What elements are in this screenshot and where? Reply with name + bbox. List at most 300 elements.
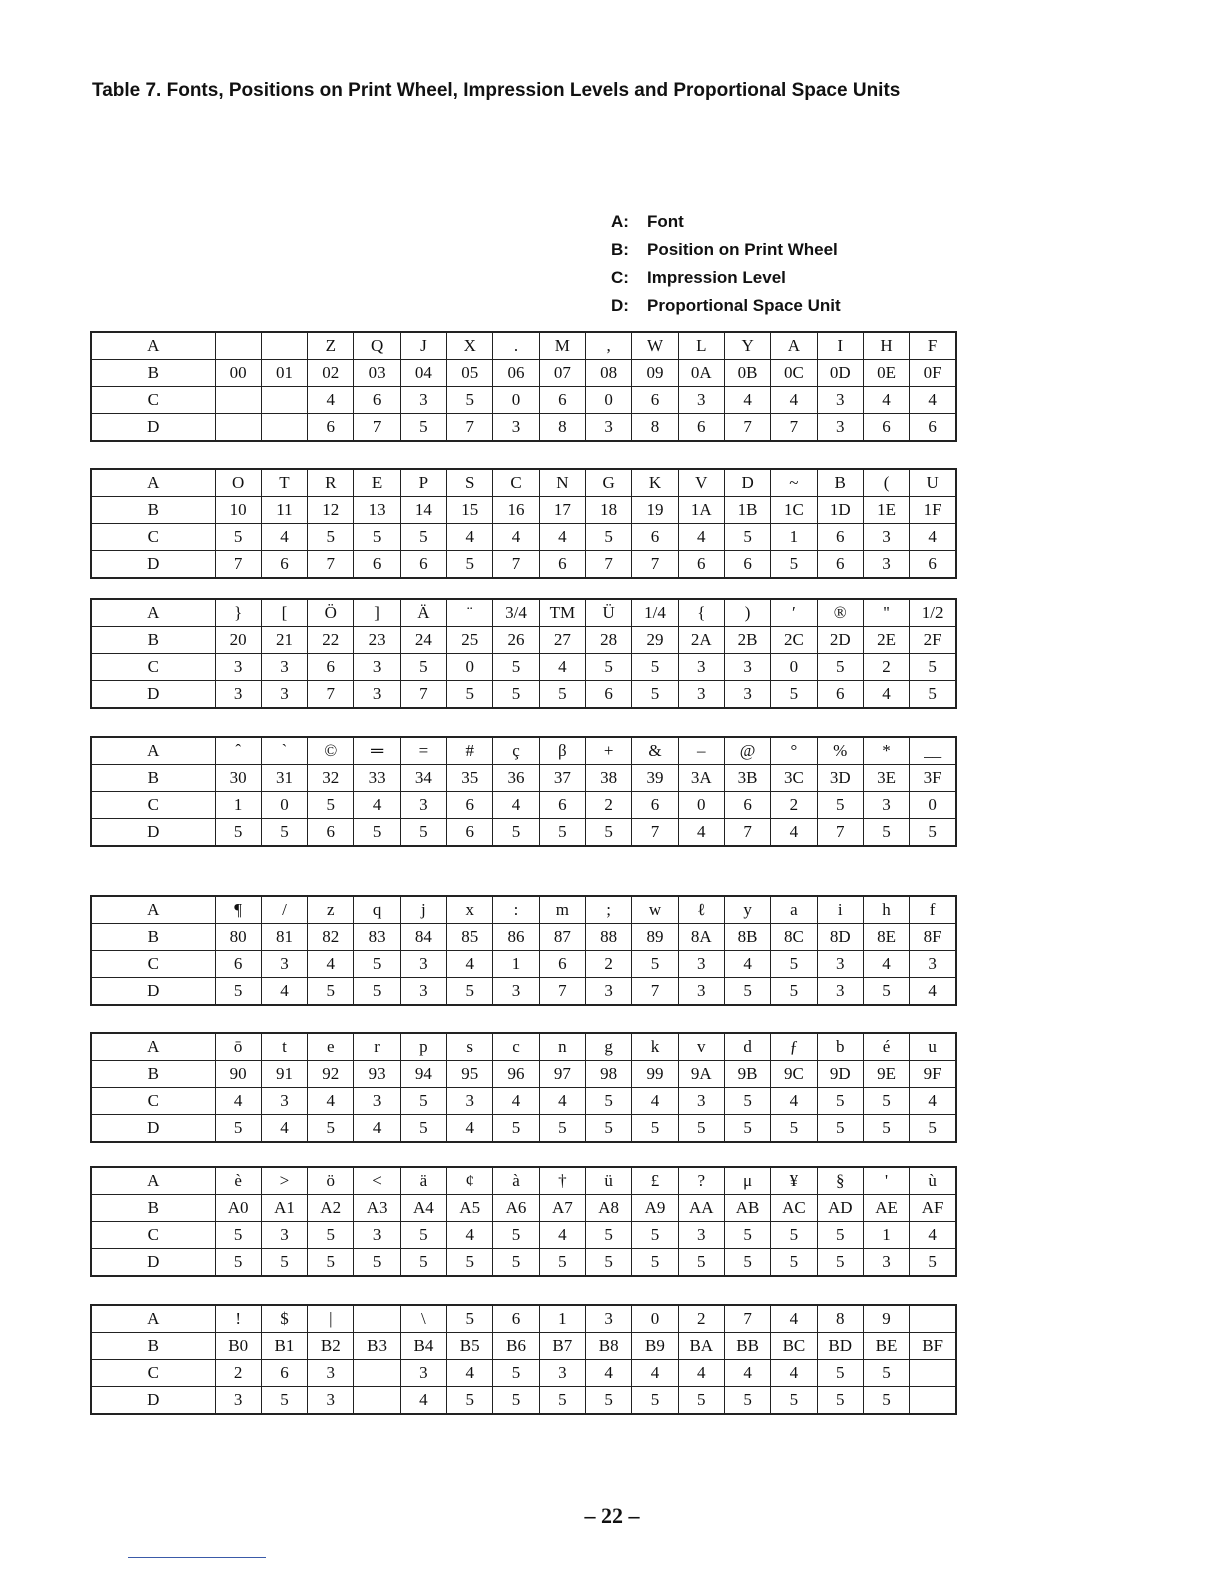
table-cell: ] [354, 599, 400, 627]
table-cell: 31 [261, 765, 307, 792]
table-cell: 88 [586, 924, 632, 951]
row-label: B [91, 924, 215, 951]
table-cell: 6 [215, 951, 261, 978]
table-cell: P [400, 469, 446, 497]
table-cell: 4 [447, 1115, 493, 1143]
legend-item-position [611, 236, 841, 264]
table-cell: D [724, 469, 770, 497]
table-cell: 4 [910, 387, 956, 414]
table-cell: 5 [771, 551, 817, 579]
character-table-1 [90, 331, 957, 442]
legend-key: C: [611, 268, 629, 287]
table-cell: 83 [354, 924, 400, 951]
table-cell: 1E [863, 497, 909, 524]
table-cell: A5 [447, 1195, 493, 1222]
table-cell: 5 [586, 1387, 632, 1415]
table-cell: 7 [724, 414, 770, 442]
table-cell: A4 [400, 1195, 446, 1222]
table-cell: 2E [863, 627, 909, 654]
table-cell: 5 [400, 1115, 446, 1143]
row-label: B [91, 497, 215, 524]
table-cell: 8D [817, 924, 863, 951]
table-cell: 5 [400, 819, 446, 847]
row-label: B [91, 1333, 215, 1360]
table-cell: 1/4 [632, 599, 678, 627]
table-cell: 5 [215, 1249, 261, 1277]
table-cell: 7 [586, 551, 632, 579]
table-cell: 4 [215, 1088, 261, 1115]
table-cell: 5 [215, 978, 261, 1006]
table-row-d [91, 1249, 956, 1277]
table-row-a [91, 1033, 956, 1061]
table-cell: 6 [354, 387, 400, 414]
table-cell [215, 387, 261, 414]
table-cell: O [215, 469, 261, 497]
table-cell: 13 [354, 497, 400, 524]
table-cell: – [678, 737, 724, 765]
table-cell: 0 [447, 654, 493, 681]
table-cell: 4 [261, 524, 307, 551]
table-cell: 4 [539, 1222, 585, 1249]
character-table-6 [90, 1032, 957, 1143]
character-table-4 [90, 736, 957, 847]
table-cell: 5 [678, 1387, 724, 1415]
table-cell: ! [215, 1305, 261, 1333]
table-cell: 7 [308, 551, 354, 579]
table-cell: B1 [261, 1333, 307, 1360]
table-cell: 4 [447, 951, 493, 978]
table-cell: ä [400, 1167, 446, 1195]
table-cell: 4 [724, 1360, 770, 1387]
table-cell: 5 [586, 524, 632, 551]
table-cell: Y [724, 332, 770, 360]
table-cell: 5 [771, 1249, 817, 1277]
table-cell: 3 [261, 1222, 307, 1249]
row-label: C [91, 1088, 215, 1115]
table-cell: 6 [632, 387, 678, 414]
table-cell: AE [863, 1195, 909, 1222]
row-label: D [91, 1387, 215, 1415]
table-cell: 3 [863, 792, 909, 819]
table-row-b [91, 627, 956, 654]
table-cell: 2 [678, 1305, 724, 1333]
table-cell: 3 [308, 1387, 354, 1415]
table-cell: 5 [771, 978, 817, 1006]
table-cell: 0F [910, 360, 956, 387]
table-cell: 26 [493, 627, 539, 654]
table-cell: t [261, 1033, 307, 1061]
table-cell: S [447, 469, 493, 497]
table-row-b [91, 1061, 956, 1088]
table-cell: 5 [817, 792, 863, 819]
row-label: C [91, 524, 215, 551]
table-cell: ℓ [678, 896, 724, 924]
table-cell: 18 [586, 497, 632, 524]
table-cell: 12 [308, 497, 354, 524]
table-cell: 5 [632, 1387, 678, 1415]
table-cell: 1 [771, 524, 817, 551]
table-cell: 09 [632, 360, 678, 387]
legend-text: Proportional Space Unit [647, 296, 841, 315]
table-cell: 7 [447, 414, 493, 442]
table-cell: 5 [724, 978, 770, 1006]
table-cell: 37 [539, 765, 585, 792]
row-label: D [91, 819, 215, 847]
table-cell: 5 [910, 1115, 956, 1143]
table-cell: 5 [493, 819, 539, 847]
table-row-b [91, 924, 956, 951]
table-cell: 3 [586, 978, 632, 1006]
table-cell: 6 [539, 387, 585, 414]
table-cell: 9D [817, 1061, 863, 1088]
table-cell: s [447, 1033, 493, 1061]
table-cell: 7 [724, 819, 770, 847]
row-label: A [91, 1167, 215, 1195]
table-cell: J [400, 332, 446, 360]
row-label: C [91, 387, 215, 414]
table-cell: 4 [493, 1088, 539, 1115]
table-cell: X [447, 332, 493, 360]
table-cell: 5 [863, 1115, 909, 1143]
table-row-c [91, 1222, 956, 1249]
table-cell: @ [724, 737, 770, 765]
table-cell: x [447, 896, 493, 924]
table-cell: G [586, 469, 632, 497]
table-row-b [91, 497, 956, 524]
table-cell: 3 [863, 524, 909, 551]
row-label: D [91, 978, 215, 1006]
table-cell [261, 332, 307, 360]
table-cell [354, 1360, 400, 1387]
table-cell: 5 [586, 1115, 632, 1143]
table-cell: 5 [817, 1387, 863, 1415]
table-cell: 1D [817, 497, 863, 524]
table-cell: H [863, 332, 909, 360]
table-cell: 9 [863, 1305, 909, 1333]
table-cell: | [308, 1305, 354, 1333]
table-cell: 21 [261, 627, 307, 654]
table-cell: BF [910, 1333, 956, 1360]
table-cell: 05 [447, 360, 493, 387]
table-cell: 5 [863, 978, 909, 1006]
table-cell: 86 [493, 924, 539, 951]
table-cell: d [724, 1033, 770, 1061]
table-cell: ═ [354, 737, 400, 765]
table-cell: 5 [771, 1222, 817, 1249]
row-label: C [91, 654, 215, 681]
legend-item-impression [611, 264, 841, 292]
table-cell [261, 414, 307, 442]
table-cell: AB [724, 1195, 770, 1222]
table-cell: 5 [771, 681, 817, 709]
table-cell: B8 [586, 1333, 632, 1360]
table-cell: 3 [400, 792, 446, 819]
table-cell: 3C [771, 765, 817, 792]
table-cell: 04 [400, 360, 446, 387]
character-table-2 [90, 468, 957, 579]
table-cell: 7 [771, 414, 817, 442]
table-cell: ü [586, 1167, 632, 1195]
table-cell: 0E [863, 360, 909, 387]
table-cell: 2B [724, 627, 770, 654]
table-cell: ù [910, 1167, 956, 1195]
table-cell: 3 [539, 1360, 585, 1387]
table-cell: 5 [632, 951, 678, 978]
table-cell: 4 [910, 1088, 956, 1115]
table-cell: 5 [493, 1115, 539, 1143]
table-row-a [91, 1167, 956, 1195]
table-cell: 1F [910, 497, 956, 524]
table-cell: 5 [400, 414, 446, 442]
table-cell: ; [586, 896, 632, 924]
table-cell: 3 [261, 951, 307, 978]
table-cell: ƒ [771, 1033, 817, 1061]
table-cell: 5 [863, 1360, 909, 1387]
table-cell: 0B [724, 360, 770, 387]
table-cell: E [354, 469, 400, 497]
table-cell: 28 [586, 627, 632, 654]
table-cell: 5 [493, 1249, 539, 1277]
page-number: – 22 – [584, 1503, 640, 1528]
table-cell: 4 [771, 1088, 817, 1115]
table-cell: 3 [863, 1249, 909, 1277]
table-cell: 5 [771, 1387, 817, 1415]
table-cell: 5 [724, 1249, 770, 1277]
table-cell: ? [678, 1167, 724, 1195]
table-cell: 2D [817, 627, 863, 654]
table-cell: 5 [632, 654, 678, 681]
table-cell [354, 1387, 400, 1415]
table-cell: 7 [724, 1305, 770, 1333]
table-row-c [91, 387, 956, 414]
table-cell: 6 [817, 524, 863, 551]
table-row-d [91, 681, 956, 709]
table-cell: é [863, 1033, 909, 1061]
table-row-c [91, 1360, 956, 1387]
table-cell: 5 [586, 654, 632, 681]
table-cell: 7 [632, 819, 678, 847]
table-cell: 38 [586, 765, 632, 792]
table-cell: AC [771, 1195, 817, 1222]
table-cell: B7 [539, 1333, 585, 1360]
table-cell: 3 [678, 978, 724, 1006]
table-cell: 5 [817, 1222, 863, 1249]
table-cell: 3 [447, 1088, 493, 1115]
table-cell: 5 [447, 1387, 493, 1415]
row-label: C [91, 1222, 215, 1249]
table-cell: 5 [539, 681, 585, 709]
row-label: C [91, 792, 215, 819]
table-cell: 4 [261, 978, 307, 1006]
table-cell: BA [678, 1333, 724, 1360]
table-cell: 5 [261, 1387, 307, 1415]
table-cell: 1 [493, 951, 539, 978]
table-cell: 3 [493, 414, 539, 442]
table-cell: 4 [308, 387, 354, 414]
table-cell: 5 [493, 1222, 539, 1249]
table-cell [910, 1360, 956, 1387]
table-cell: 5 [447, 551, 493, 579]
table-cell: 3 [261, 654, 307, 681]
table-row-a [91, 737, 956, 765]
table-cell: A9 [632, 1195, 678, 1222]
table-cell: 94 [400, 1061, 446, 1088]
table-cell: £ [632, 1167, 678, 1195]
table-cell: 00 [215, 360, 261, 387]
table-cell: Ä [400, 599, 446, 627]
table-cell: k [632, 1033, 678, 1061]
table-cell: 5 [308, 524, 354, 551]
table-cell: 2 [771, 792, 817, 819]
table-cell: 0 [771, 654, 817, 681]
table-cell: 5 [308, 1115, 354, 1143]
table-cell: > [261, 1167, 307, 1195]
table-cell: ¢ [447, 1167, 493, 1195]
table-cell: 4 [771, 1360, 817, 1387]
table-cell: 4 [863, 951, 909, 978]
table-cell: 5 [447, 1249, 493, 1277]
table-cell: 5 [863, 1387, 909, 1415]
table-cell: 1C [771, 497, 817, 524]
table-cell: 29 [632, 627, 678, 654]
table-cell: 5 [493, 1360, 539, 1387]
legend-key: B: [611, 240, 629, 259]
table-cell: 4 [678, 524, 724, 551]
table-cell: 3 [678, 681, 724, 709]
table-cell: 4 [261, 1115, 307, 1143]
table-cell: 5 [354, 524, 400, 551]
table-cell: 98 [586, 1061, 632, 1088]
table-row-d [91, 1115, 956, 1143]
table-cell: 0 [261, 792, 307, 819]
table-cell: 10 [215, 497, 261, 524]
legend-text: Position on Print Wheel [647, 240, 838, 259]
table-cell: 5 [447, 387, 493, 414]
table-cell: 7 [308, 681, 354, 709]
table-cell: 3 [724, 681, 770, 709]
table-cell: 4 [910, 524, 956, 551]
table-cell: 3 [678, 387, 724, 414]
table-cell: 5 [493, 681, 539, 709]
table-cell: 4 [447, 1360, 493, 1387]
table-cell: 5 [817, 1088, 863, 1115]
table-cell: 6 [724, 551, 770, 579]
table-cell: 3 [586, 414, 632, 442]
table-cell: N [539, 469, 585, 497]
table-cell: à [493, 1167, 539, 1195]
table-cell: B [817, 469, 863, 497]
table-cell: 9F [910, 1061, 956, 1088]
table-cell: 87 [539, 924, 585, 951]
character-table-8 [90, 1304, 957, 1415]
table-cell: 2 [586, 951, 632, 978]
table-cell: 4 [586, 1360, 632, 1387]
table-cell: g [586, 1033, 632, 1061]
table-cell: 2 [215, 1360, 261, 1387]
table-cell: 5 [539, 1387, 585, 1415]
table-cell: 6 [678, 414, 724, 442]
table-cell: AA [678, 1195, 724, 1222]
table-cell: 5 [724, 524, 770, 551]
row-label: B [91, 1061, 215, 1088]
table-cell: BB [724, 1333, 770, 1360]
table-cell: 81 [261, 924, 307, 951]
table-cell: ō [215, 1033, 261, 1061]
table-cell: ' [863, 1167, 909, 1195]
table-cell: AD [817, 1195, 863, 1222]
table-cell: 02 [308, 360, 354, 387]
table-cell: 3/4 [493, 599, 539, 627]
table-cell: 6 [632, 524, 678, 551]
table-row-d [91, 978, 956, 1006]
table-cell: 6 [724, 792, 770, 819]
legend-item-space-unit [611, 292, 841, 320]
table-cell: B4 [400, 1333, 446, 1360]
table-cell: 5 [817, 1249, 863, 1277]
table-cell: 1 [539, 1305, 585, 1333]
table-cell: 8E [863, 924, 909, 951]
table-cell: 5 [215, 524, 261, 551]
table-cell: 22 [308, 627, 354, 654]
table-cell: B5 [447, 1333, 493, 1360]
table-cell: 2A [678, 627, 724, 654]
legend-key: A: [611, 212, 629, 231]
table-cell: 5 [724, 1088, 770, 1115]
table-cell [910, 1305, 956, 1333]
table-cell: 5 [215, 1222, 261, 1249]
table-cell: 3 [678, 654, 724, 681]
table-cell: ′ [771, 599, 817, 627]
table-cell: 5 [354, 978, 400, 1006]
table-cell: 4 [632, 1088, 678, 1115]
row-label: B [91, 765, 215, 792]
table-cell: Ö [308, 599, 354, 627]
table-row-a [91, 896, 956, 924]
table-cell: 3 [215, 681, 261, 709]
table-cell: 1 [863, 1222, 909, 1249]
table-cell: 5 [771, 1115, 817, 1143]
table-cell: q [354, 896, 400, 924]
row-label: C [91, 951, 215, 978]
table-cell: 3 [910, 951, 956, 978]
table-cell: 6 [308, 654, 354, 681]
table-cell: 9A [678, 1061, 724, 1088]
table-cell: 5 [539, 1249, 585, 1277]
row-label: D [91, 1115, 215, 1143]
table-cell: 3 [678, 1222, 724, 1249]
table-cell: 97 [539, 1061, 585, 1088]
character-table-3 [90, 598, 957, 709]
table-cell: 5 [586, 1222, 632, 1249]
row-label: A [91, 469, 215, 497]
table-cell: 4 [678, 1360, 724, 1387]
table-cell: 39 [632, 765, 678, 792]
table-cell: 23 [354, 627, 400, 654]
table-cell: 7 [354, 414, 400, 442]
table-cell: B0 [215, 1333, 261, 1360]
table-cell: A6 [493, 1195, 539, 1222]
table-cell: 3D [817, 765, 863, 792]
table-cell: 5 [400, 1088, 446, 1115]
table-cell: 8F [910, 924, 956, 951]
table-cell: 5 [632, 681, 678, 709]
table-cell: 91 [261, 1061, 307, 1088]
table-cell: 5 [586, 1088, 632, 1115]
table-cell: 5 [400, 654, 446, 681]
table-cell: 5 [354, 951, 400, 978]
table-cell: 3 [354, 1088, 400, 1115]
table-cell: 4 [724, 387, 770, 414]
